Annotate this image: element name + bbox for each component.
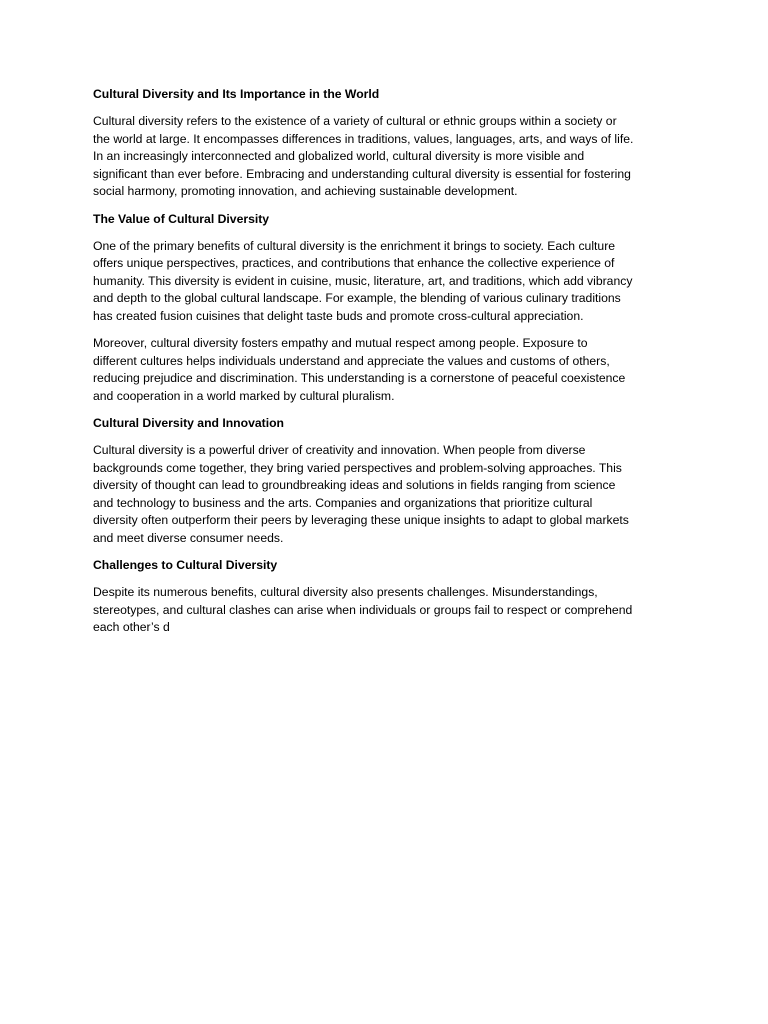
- text-line: backgrounds come together, they bring varied perspectives and problem-solving approaches. This: [93, 460, 622, 475]
- text-line: and depth to the global cultural landscape. For example, the blending of various culinary traditions: [93, 291, 621, 306]
- text-line: and meet diverse consumer needs.: [93, 531, 284, 546]
- text-line: each other’s d: [93, 620, 170, 635]
- text-line: and technology to business and the arts. Companies and organizations that prioritize cultural: [93, 495, 593, 510]
- text-line: stereotypes, and cultural clashes can arise when individuals or groups fail to respect or comprehend: [93, 602, 633, 617]
- section-heading-value: The Value of Cultural Diversity: [93, 211, 270, 226]
- challenges-paragraph: [93, 584, 676, 637]
- text-line: diversity often outperform their peers by leveraging these unique insights to adapt to global markets: [93, 513, 629, 528]
- text-line: Cultural diversity is a powerful driver of creativity and innovation. When people from diverse: [93, 443, 586, 458]
- value-paragraph-1: [93, 238, 676, 326]
- section-heading-innovation: Cultural Diversity and Innovation: [93, 416, 284, 430]
- text-line: social harmony, promoting innovation, and achieving sustainable development.: [93, 184, 518, 199]
- section-heading-challenges: Challenges to Cultural Diversity: [93, 558, 278, 573]
- text-line: different cultures helps individuals understand and appreciate the values and customs of others,: [93, 353, 610, 368]
- text-line: Cultural diversity refers to the existence of a variety of cultural or ethnic groups within a society or: [93, 114, 617, 129]
- document-title: Cultural Diversity and Its Importance in the World: [93, 87, 380, 101]
- text-line: One of the primary benefits of cultural diversity is the enrichment it brings to society. Each culture: [93, 238, 616, 253]
- innovation-paragraph: [93, 442, 676, 548]
- text-line: Despite its numerous benefits, cultural diversity also presents challenges. Misunderstandings,: [93, 585, 598, 600]
- value-paragraph-2: [93, 335, 676, 405]
- text-line: and cooperation in a world marked by cultural pluralism.: [93, 388, 395, 403]
- text-line: diversity of thought can lead to groundbreaking ideas and solutions in fields ranging from science: [93, 478, 616, 493]
- text-line: Moreover, cultural diversity fosters empathy and mutual respect among people. Exposure to: [93, 336, 588, 351]
- text-line: reducing prejudice and discrimination. This understanding is a cornerstone of peaceful coexistence: [93, 371, 626, 386]
- text-line: significant than ever before. Embracing and understanding cultural diversity is essential for fostering: [93, 166, 631, 181]
- intro-paragraph: [93, 113, 676, 201]
- text-line: the world at large. It encompasses differences in traditions, values, languages, arts, and ways of life.: [93, 131, 634, 146]
- text-line: has created fusion cuisines that delight taste buds and promote cross-cultural appreciation.: [93, 309, 584, 324]
- text-line: In an increasingly interconnected and globalized world, cultural diversity is more visible and: [93, 149, 585, 164]
- text-line: humanity. This diversity is evident in cuisine, music, literature, art, and traditions, which add vibrancy: [93, 273, 633, 288]
- text-line: offers unique perspectives, practices, and contributions that enhance the collective experience of: [93, 256, 615, 271]
